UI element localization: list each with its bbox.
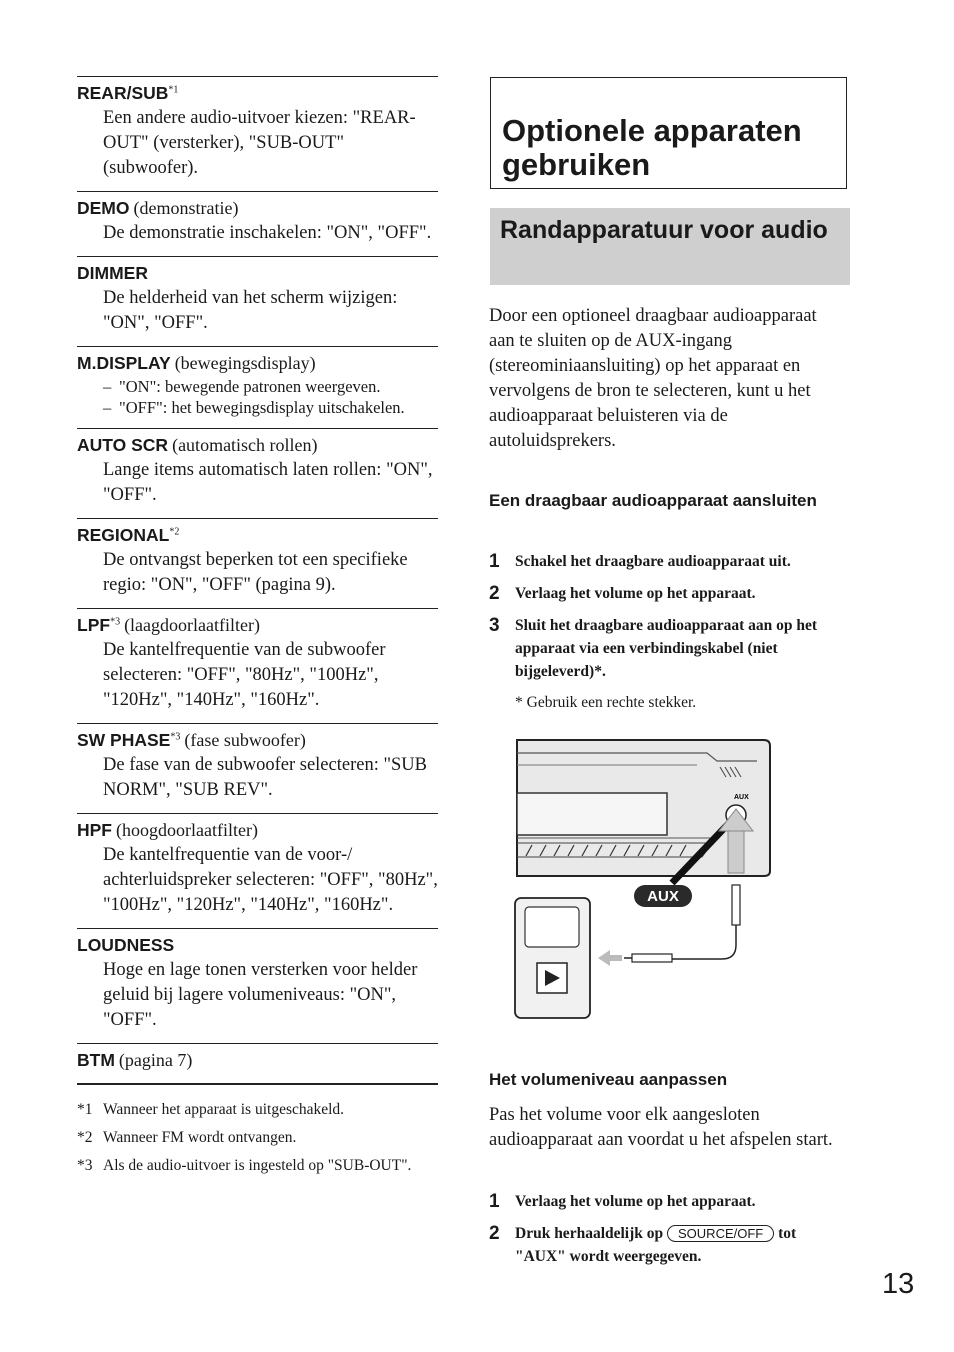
footnote-mark: *1 [77,1101,93,1118]
intro-text: Door een optioneel draagbaar audioapparaat aan te sluiten op de AUX-ingang (stereominiaansluiting) op het apparaat en vervolgens de bron te selecteren, kunt u het audioapparaat beluisteren via de autoluidsprekers. [489,306,817,451]
setting-paren: (automatisch rollen) [172,435,318,455]
setting-dimmer [77,256,438,346]
step-text: Verlaag het volume op het apparaat. [515,1193,756,1210]
connect-heading: Een draagbaar audioapparaat aansluiten [489,491,817,510]
footnotes [77,1099,438,1177]
setting-term: REGIONAL [77,525,170,545]
footnote [77,1127,438,1149]
setting-desc: Een andere audio-uitvoer kiezen: "REAR-OUT" (versterker), "SUB-OUT" (subwoofer). [103,108,416,178]
setting-regional [77,518,438,608]
step-number: 1 [489,551,500,572]
footnote-text: Wanneer het apparaat is uitgeschakeld. [103,1101,345,1118]
step-item [489,550,849,573]
footnote-ref: *1 [168,84,179,96]
footnote [77,1099,438,1121]
bullet-item: – "ON": bewegende patronen weergeven. [103,376,438,397]
chapter-title: Optionele apparaten gebruiken [502,113,802,182]
setting-desc: De helderheid van het scherm wijzigen: "ON", "OFF". [103,288,398,333]
section-title-box [490,208,850,285]
step-item [489,614,849,683]
setting-m-display [77,346,438,428]
step-number: 3 [489,615,500,636]
setting-rear-sub [77,76,438,191]
volume-text: Pas het volume voor elk aangesloten audioapparaat aan voordat u het afspelen start. [489,1105,833,1150]
step-number: 2 [489,1223,500,1244]
step-item [489,1222,849,1268]
portable-player [515,898,590,1018]
setting-term: AUTO SCR [77,435,169,455]
setting-auto-scr [77,428,438,518]
setting-btm [77,1043,438,1085]
setting-lpf [77,608,438,723]
setting-paren: (demonstratie) [133,198,239,218]
setting-paren: (pagina 7) [118,1050,193,1070]
setting-term: REAR/SUB [77,83,169,103]
step-prefix: Druk herhaaldelijk op [515,1225,664,1242]
chapter-title-box [490,77,847,189]
settings-list [77,76,438,1183]
setting-term: LPF [77,615,111,635]
setting-desc: De kantelfrequentie van de subwoofer selecteren: "OFF", "80Hz", "100Hz", "120Hz", "140Hz", "160Hz". [103,640,386,710]
setting-paren: (bewegingsdisplay) [174,353,316,373]
footnote-ref: *3 [170,731,181,743]
step-number: 2 [489,583,500,604]
plug-footnote: * Gebruik een rechte stekker. [515,694,697,711]
aux-connection-illustration [512,735,774,1023]
step-text [515,1222,849,1268]
setting-sw-phase [77,723,438,813]
setting-term: SW PHASE [77,730,171,750]
page-number: 13 [882,1268,915,1300]
setting-desc: De ontvangst beperken tot een specifieke regio: "ON", "OFF" (pagina 9). [103,550,408,595]
footnote-mark: *2 [77,1129,93,1146]
setting-desc: De fase van de subwoofer selecteren: "SUB NORM", "SUB REV". [103,755,427,800]
footnote-ref: *3 [110,616,121,628]
setting-paren: (fase subwoofer) [184,730,306,750]
setting-hpf [77,813,438,928]
setting-term: HPF [77,820,112,840]
aux-badge-label: AUX [647,888,679,905]
setting-term: LOUDNESS [77,935,175,955]
footnote-mark: *3 [77,1157,93,1174]
aux-port-label: AUX [734,794,749,801]
footnote-text: Wanneer FM wordt ontvangen. [103,1129,297,1146]
setting-desc: Lange items automatisch laten rollen: "ON", "OFF". [103,460,433,505]
setting-paren: (hoogdoorlaatfilter) [116,820,258,840]
footnote-text: Als de audio-uitvoer is ingesteld op "SUB-OUT". [103,1157,412,1174]
setting-loudness [77,928,438,1043]
step-item [489,1190,849,1213]
section-title: Randapparatuur voor audio [500,216,828,244]
setting-term: M.DISPLAY [77,353,171,373]
footnote [77,1155,438,1177]
volume-heading: Het volumeniveau aanpassen [489,1070,728,1089]
aux-badge [634,885,692,907]
volume-steps [489,1190,849,1277]
setting-term: DEMO [77,198,130,218]
setting-bullets [77,376,438,418]
setting-demo [77,191,438,256]
step-suffix: tot "AUX" wordt weergegeven. [515,1225,797,1265]
setting-term: DIMMER [77,263,148,283]
setting-term: BTM [77,1050,115,1070]
step-item [489,582,849,605]
footnote-ref: *2 [169,526,180,538]
setting-desc: De demonstratie inschakelen: "ON", "OFF". [103,223,432,243]
setting-desc: Hoge en lage tonen versterken voor helder geluid bij lagere volumeniveaus: "ON", "OFF". [103,960,418,1030]
setting-desc: De kantelfrequentie van de voor-/ achterluidspreker selecteren: "OFF", "80Hz", "100Hz", "120Hz", "140Hz", "160Hz". [103,845,438,915]
step-text: Sluit het draagbare audioapparaat aan op het apparaat via een verbindingskabel (niet bijgeleverd)*. [515,617,818,680]
connect-steps [489,550,849,692]
source-off-button: SOURCE/OFF [667,1225,774,1242]
step-number: 1 [489,1191,500,1212]
step-text: Schakel het draagbare audioapparaat uit. [515,553,791,570]
setting-paren: (laagdoorlaatfilter) [124,615,260,635]
bullet-item: – "OFF": het bewegingsdisplay uitschakelen. [103,397,438,418]
step-text: Verlaag het volume op het apparaat. [515,585,756,602]
